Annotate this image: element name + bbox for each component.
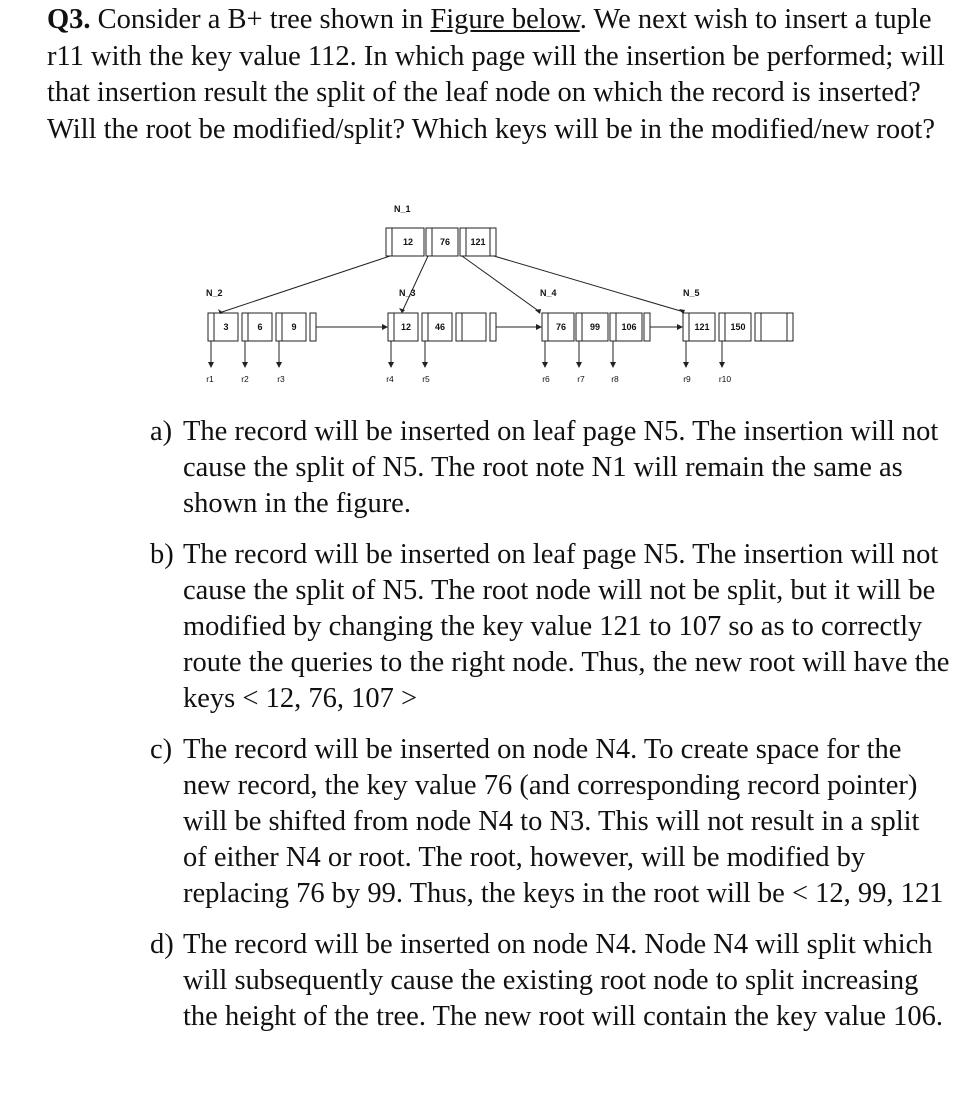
key-n4-1: 99 — [589, 322, 601, 332]
option-text: The record will be inserted on leaf page N5. The insertion will not cause the split of N5. The root note N1 will remain the same as shown in the figure. — [183, 416, 939, 520]
key-n4-2: 106 — [621, 322, 637, 332]
option-d[interactable] — [150, 927, 950, 1036]
option-a[interactable] — [150, 414, 950, 523]
option-letter: d) — [150, 928, 174, 960]
bplus-tree-figure — [0, 0, 979, 410]
key-n5-0: 121 — [694, 322, 710, 332]
key-n1-0: 12 — [402, 237, 414, 247]
key-n1-1: 76 — [439, 237, 451, 247]
record-label: r7 — [577, 374, 585, 384]
record-label: r2 — [241, 374, 249, 384]
key-n2-1: 6 — [257, 322, 263, 332]
record-label: r8 — [611, 374, 619, 384]
answer-options — [150, 414, 950, 1035]
record-label: r5 — [422, 374, 430, 384]
option-text: The record will be inserted on node N4. Node N4 will split which will subsequently cause the existing root node to split increasing the height of the tree. The new root will contain the key value 106. — [183, 928, 944, 1033]
key-n5-1: 150 — [730, 322, 746, 332]
edge-n1-n3 — [402, 256, 428, 312]
edge-n1-n5 — [494, 256, 684, 312]
record-label: r3 — [277, 374, 285, 384]
record-label: r10 — [718, 374, 732, 384]
question-text-part-2: . We next wish to insert a tuple r11 with the key value 112. In which page will the insertion be performed; will that insertion result the split of the leaf node on which the record is inserted? Will the root be modified/split? Which keys will be in the modified/new root? — [47, 4, 945, 145]
record-label: r4 — [386, 374, 394, 384]
key-n3-1: 46 — [434, 322, 446, 332]
record-label: r9 — [683, 374, 691, 384]
question-text-part-1: Consider a B+ tree shown in — [90, 4, 431, 35]
key-n4-0: 76 — [555, 322, 567, 332]
record-label: r1 — [206, 374, 214, 384]
key-n2-0: 3 — [223, 322, 229, 332]
record-label: r6 — [542, 374, 550, 384]
key-n2-2: 9 — [291, 322, 297, 332]
option-b[interactable] — [150, 537, 950, 718]
question-number: Q3. — [47, 4, 91, 35]
option-letter: a) — [150, 416, 173, 447]
figure-link[interactable]: Figure below — [430, 4, 580, 35]
option-letter: c) — [150, 733, 173, 765]
node-label-n2: N_2 — [206, 288, 223, 298]
node-label-n3: N_3 — [399, 288, 416, 298]
node-label-n5: N_5 — [683, 288, 700, 298]
key-n1-2: 121 — [470, 237, 486, 247]
node-label-n4: N_4 — [540, 288, 557, 298]
option-text: The record will be inserted on node N4. To create space for the new record, the key value 76 (and corresponding record pointer) will be shifted from node N4 to N3. This will not result in a split of either N4 or root. The root, however, will be modified by replacing 76 by 99. Thus, the keys in the root will be < 12, 99, 121 — [183, 733, 944, 910]
node-label-n1: N_1 — [394, 204, 411, 214]
edge-n1-n4 — [462, 256, 540, 312]
option-text: The record will be inserted on leaf page N5. The insertion will not cause the split of N5. The root node will not be split, but it will be modified by changing the key value 121 to 107 so as to correctly route the queries to the right node. Thus, the new root will have the keys < 12, 76, 107 > — [183, 538, 950, 715]
option-letter: b) — [150, 538, 174, 570]
edge-n1-n2 — [222, 256, 390, 312]
option-c[interactable] — [150, 732, 950, 913]
key-n3-0: 12 — [400, 322, 412, 332]
